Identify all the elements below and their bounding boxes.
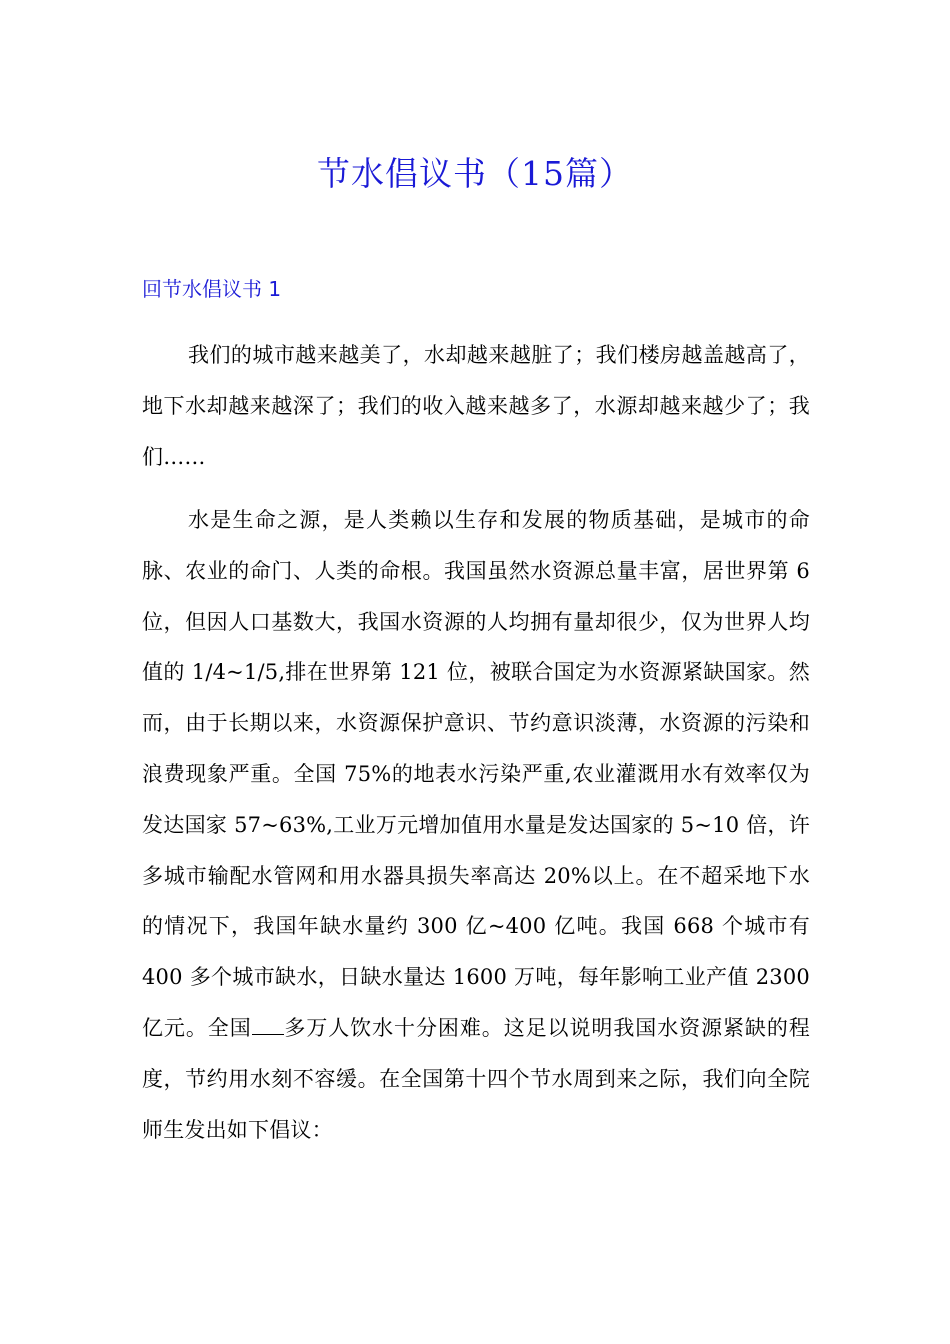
paragraph-2-text-before-blank: 水是生命之源，是人类赖以生存和发展的物质基础，是城市的命脉、农业的命门、人类的命根。我国虽然水资源总量丰富，居世界第 6 位，但因人口基数大，我国水资源的人均拥有量却很少，仅为世界人均值的 1/4~1/5,排在世界第 121 位，被联合国定为水资源紧缺国家。然而，由于长期以来，水资源保护意识、节约意识淡薄，水资源的污染和浪费现象严重。全国 75%的地表水污染严重,农业灌溉用水有效率仅为发达国家 57~63%,工业万元增加值用水量是发达国家的 5~10 倍，许多城市输配水管网和用水器具损失率高达 20%以上。在不超采地下水的情况下，我国年缺水量约 300 亿~400 亿吨。我国 668 个城市有 400 多个城市缺水，日缺水量达 1600 万吨，每年影响工业产值 2300 亿元。全国 [142,508,810,1040]
paragraph-2 [142,495,810,1155]
fill-in-blank [252,1014,284,1035]
document-title: 节水倡议书（15篇） [317,154,633,193]
paragraph-2-text-after-blank: 多万人饮水十分困难。这足以说明我国水资源紧缺的程度，节约用水刻不容缓。在全国第十四个节水周到来之际，我们向全院师生发出如下倡议： [142,1015,810,1142]
paragraph-1: 我们的城市越来越美了，水却越来越脏了；我们楼房越盖越高了，地下水却越来越深了；我们的收入越来越多了，水源却越来越少了；我们…… [142,343,810,469]
section-heading: 回节水倡议书 1 [142,277,282,301]
